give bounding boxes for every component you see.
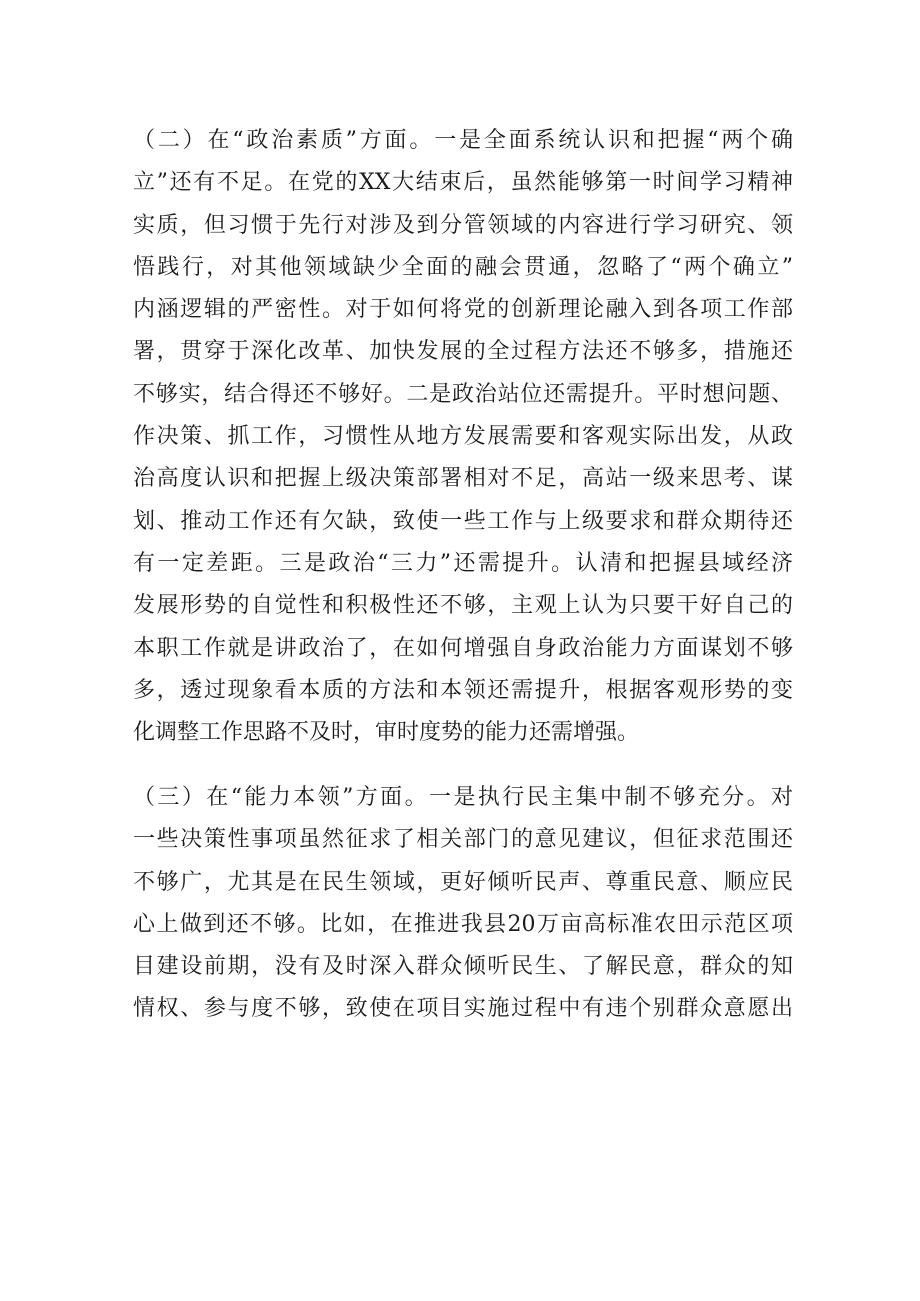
text-line: （二）在“政治素质”方面。一是全面系统认识和把握“两个确 xyxy=(133,128,793,153)
text-line: 心上做到还不够。比如，在推进我县20万亩高标准农田示范区项 xyxy=(133,911,793,937)
text-line: 不够广，尤其是在民生领域，更好倾听民声、尊重民意、顺应民 xyxy=(133,869,793,895)
text-line: （三）在“能力本领”方面。一是执行民主集中制不够充分。对 xyxy=(133,785,793,810)
text-line: 署，贯穿于深化改革、加快发展的全过程方法还不够多，措施还 xyxy=(133,339,793,365)
text-line: 不够实，结合得还不够好。二是政治站位还需提升。平时想问题、 xyxy=(133,381,793,407)
text-line: 有一定差距。三是政治“三力”还需提升。认清和把握县域经济 xyxy=(133,550,793,576)
paragraph-ability-skills xyxy=(133,777,793,1031)
paragraph-political-quality xyxy=(133,120,793,754)
text-line: 情权、参与度不够，致使在项目实施过程中有违个别群众意愿出 xyxy=(133,996,793,1022)
text-line: 本职工作就是讲政治了，在如何增强自身政治能力方面谋划不够 xyxy=(133,635,793,661)
text-line: 多，透过现象看本质的方法和本领还需提升，根据客观形势的变 xyxy=(133,677,793,703)
text-line: 悟践行，对其他领域缺少全面的融会贯通，忽略了“两个确立” xyxy=(133,254,793,280)
text-line: 作决策、抓工作，习惯性从地方发展需要和客观实际出发，从政 xyxy=(133,424,793,450)
text-line: 立”还有不足。在党的XX大结束后，虽然能够第一时间学习精神 xyxy=(133,170,793,196)
text-line: 目建设前期，没有及时深入群众倾听民生、了解民意，群众的知 xyxy=(133,954,793,980)
text-line: 发展形势的自觉性和积极性还不够，主观上认为只要干好自己的 xyxy=(133,593,793,619)
text-line: 实质，但习惯于先行对涉及到分管领域的内容进行学习研究、领 xyxy=(133,212,793,238)
text-line: 治高度认识和把握上级决策部署相对不足，高站一级来思考、谋 xyxy=(133,466,793,492)
text-line: 划、推动工作还有欠缺，致使一些工作与上级要求和群众期待还 xyxy=(133,508,793,534)
text-line: 一些决策性事项虽然征求了相关部门的意见建议，但征求范围还 xyxy=(133,827,793,853)
text-line: 化调整工作思路不及时，审时度势的能力还需增强。 xyxy=(133,720,640,746)
text-line: 内涵逻辑的严密性。对于如何将党的创新理论融入到各项工作部 xyxy=(133,297,793,323)
